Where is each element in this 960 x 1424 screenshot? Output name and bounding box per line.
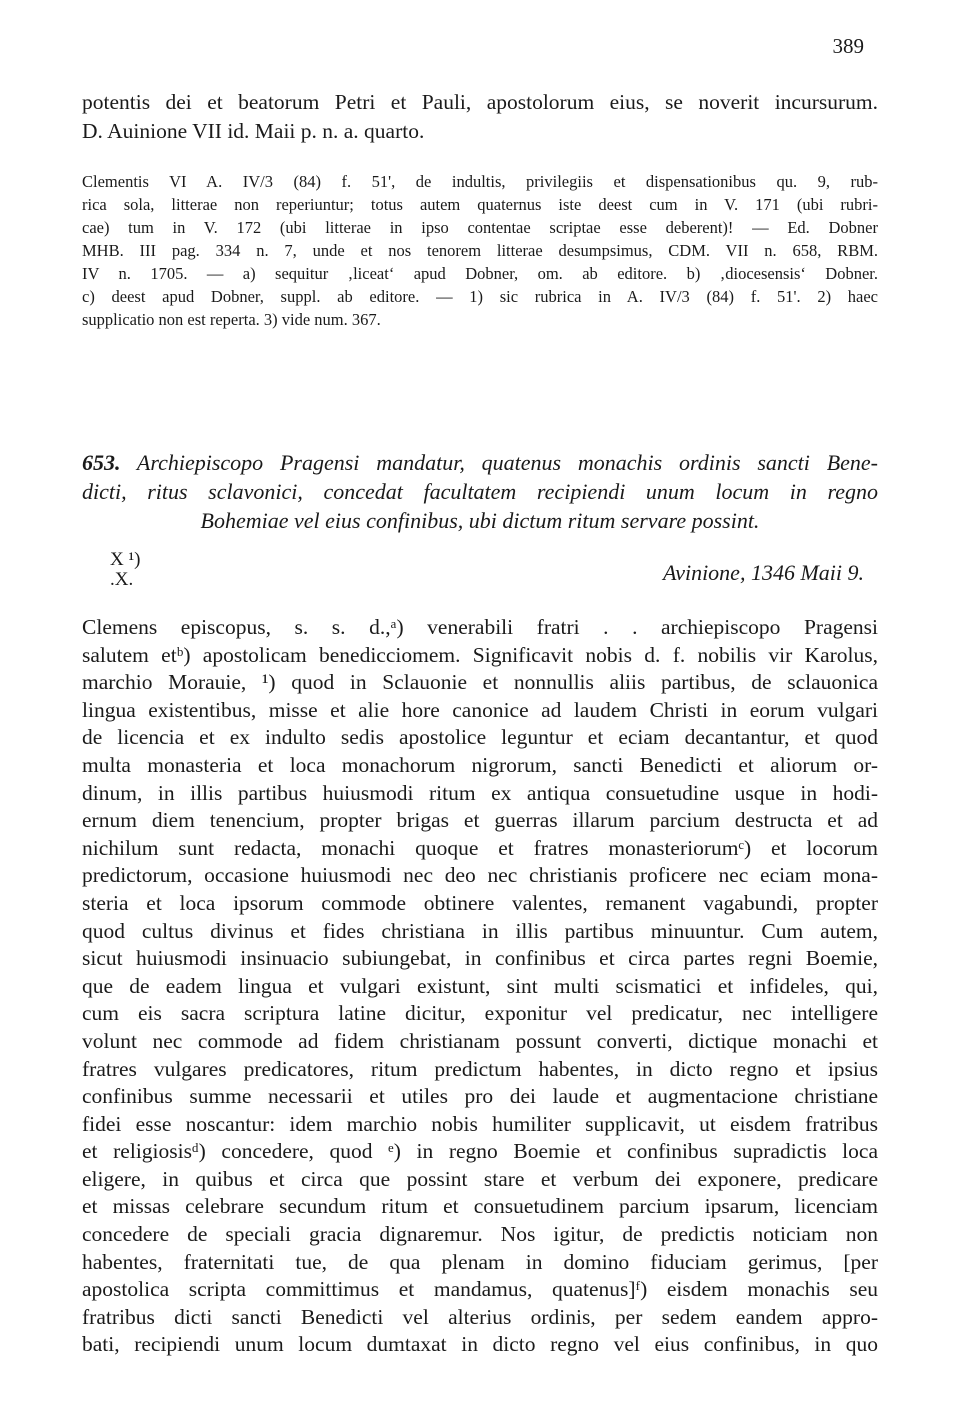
apparatus-line: cae) tum in V. 172 (ubi litterae in ipso contentae scriptae esse deberent)! — Ed. Dobner (82, 218, 878, 237)
document-number: 653. (82, 450, 121, 475)
body-line: dinum, in illis partibus huiusmodi ritum ex antiqua consuetudine usque in hodi- (82, 780, 878, 805)
apparatus-line: IV n. 1705. — a) sequitur ‚liceat‘ apud Dobner, om. ab editore. b) ‚diocesensis‘ Dobner. (82, 264, 878, 283)
body-line: de licencia et ex indulto sedis apostolice leguntur et eciam decantantur, et quod (82, 725, 878, 750)
apparatus-line: Clementis VI A. IV/3 (84) f. 51', de indultis, privilegiis et dispensationibus qu. 9, rub- (82, 172, 878, 191)
body-line: Clemens episcopus, s. s. d.,ᵃ) venerabili fratri . . archiepiscopo Pragensi (82, 615, 878, 639)
body-line: et missas celebrare secundum ritum et consuetudinem parcium ipsarum, licenciam (82, 1194, 878, 1219)
seal-mark-bottom: .X. (110, 569, 134, 590)
body-line: quod cultus divinus et fides christiana in illis partibus minuuntur. Cum autem, (82, 918, 878, 943)
heading-text: Archiepiscopo Pragensi mandatur, quatenus monachis ordinis sancti Bene- (136, 450, 878, 475)
body-line: et religiosisᵈ) concedere, quod ᵉ) in regno Boemie et confinibus supradictis loca (82, 1139, 878, 1164)
seal-mark-top: X ¹) (110, 549, 141, 570)
body-line: fratres vulgares predicatores, ritum predictum habentes, in dicto regno et ipsius (82, 1056, 878, 1081)
body-line: volunt nec commode ad fidem christianam possunt converti, dictique monachi et (82, 1028, 878, 1053)
body-line: cum eis sacra scriptura latine dicitur, exponitur vel predicatur, nec intelligere (82, 1001, 878, 1026)
body-line: nichilum sunt redacta, monachi quoque et fratres monasteriorumᶜ) et locorum (82, 835, 878, 860)
body-line: multa monasteria et loca monachorum nigrorum, sancti Benedicti et aliorum or- (82, 752, 878, 777)
body-line: que de eadem lingua et vulgari existunt, sint multi scismatici et infideles, qui, (82, 973, 878, 998)
apparatus-line: supplicatio non est reperta. 3) vide num. 367. (82, 310, 381, 329)
heading-line: Bohemiae vel eius confinibus, ubi dictum ritum servare possint. (200, 508, 760, 533)
body-line: lingua existentibus, misse et alie hore canonice ad laudem Christi in eorum vulgari (82, 697, 878, 722)
body-line: marchio Morauie, ¹) quod in Sclauonie et nonnullis aliis partibus, de sclauonica (82, 670, 878, 695)
apparatus-line: rica sola, litterae non reperiuntur; totus autem quaternus iste deest cum in V. 171 (ubi rubri- (82, 195, 878, 214)
body-line: habentes, fraternitati tue, de qua plenam in domino fiduciam gerimus, [per (82, 1249, 878, 1274)
body-line: apostolica scripta committimus et mandamus, quatenus]ᶠ) eisdem monachis seu (82, 1277, 878, 1302)
heading-line: dicti, ritus sclavonici, concedat facultatem recipiendi unum locum in regno (82, 479, 878, 504)
text-line: D. Auinione VII id. Maii p. n. a. quarto. (82, 119, 425, 143)
text-line: potentis dei et beatorum Petri et Pauli, apostolorum eius, se noverit incursurum. (82, 90, 878, 114)
critical-apparatus (82, 170, 878, 331)
body-line: predictorum, occasione huiusmodi nec deo nec christianis proficere nec eciam mona- (82, 863, 878, 888)
date-place: Avinione, 1346 Maii 9. (662, 560, 864, 585)
body-line: eligere, in quibus et circa que possint stare et verbum dei exponere, predicare (82, 1166, 878, 1191)
document-body (82, 614, 878, 1359)
body-line: sicut huiusmodi insinuacio subiungebat, in confinibus et circa partes regni Boemie, (82, 946, 878, 971)
body-line: ernum diem tenencium, propter brigas et guerras illarum parcium destructa et ad (82, 808, 878, 833)
page-number: 389 (832, 34, 864, 58)
preceding-document-ending (82, 88, 878, 146)
body-line: confinibus summe necessarii et utiles pro dei laude et augmentacione christiane (82, 1084, 878, 1109)
body-line: steria et loca ipsorum commode obtinere valentes, remanent vagabundi, propter (82, 890, 878, 915)
body-line: fratribus dicti sancti Benedicti vel alterius ordinis, per sedem eandem appro- (82, 1304, 878, 1329)
body-line: concedere de speciali gracia dignaremur. Nos igitur, de predictis noticiam non (82, 1222, 878, 1247)
document-heading (82, 448, 878, 535)
body-line: bati, recipiendi unum locum dumtaxat in dicto regno vel eius confinibus, in quo (82, 1332, 878, 1357)
apparatus-line: MHB. III pag. 334 n. 7, unde et nos tenorem litterae desumpsimus, CDM. VII n. 658, RBM. (82, 241, 878, 260)
apparatus-line: c) deest apud Dobner, suppl. ab editore. — 1) sic rubrica in A. IV/3 (84) f. 51'. 2) haec (82, 287, 878, 306)
seal-mark (110, 550, 141, 590)
body-line: salutem etᵇ) apostolicam benedicciomem. Significavit nobis d. f. nobilis vir Karolus, (82, 642, 878, 667)
heading-line (82, 448, 878, 477)
body-line: fidei esse noscantur: idem marchio nobis humiliter supplicavit, ut eisdem fratribus (82, 1111, 878, 1136)
